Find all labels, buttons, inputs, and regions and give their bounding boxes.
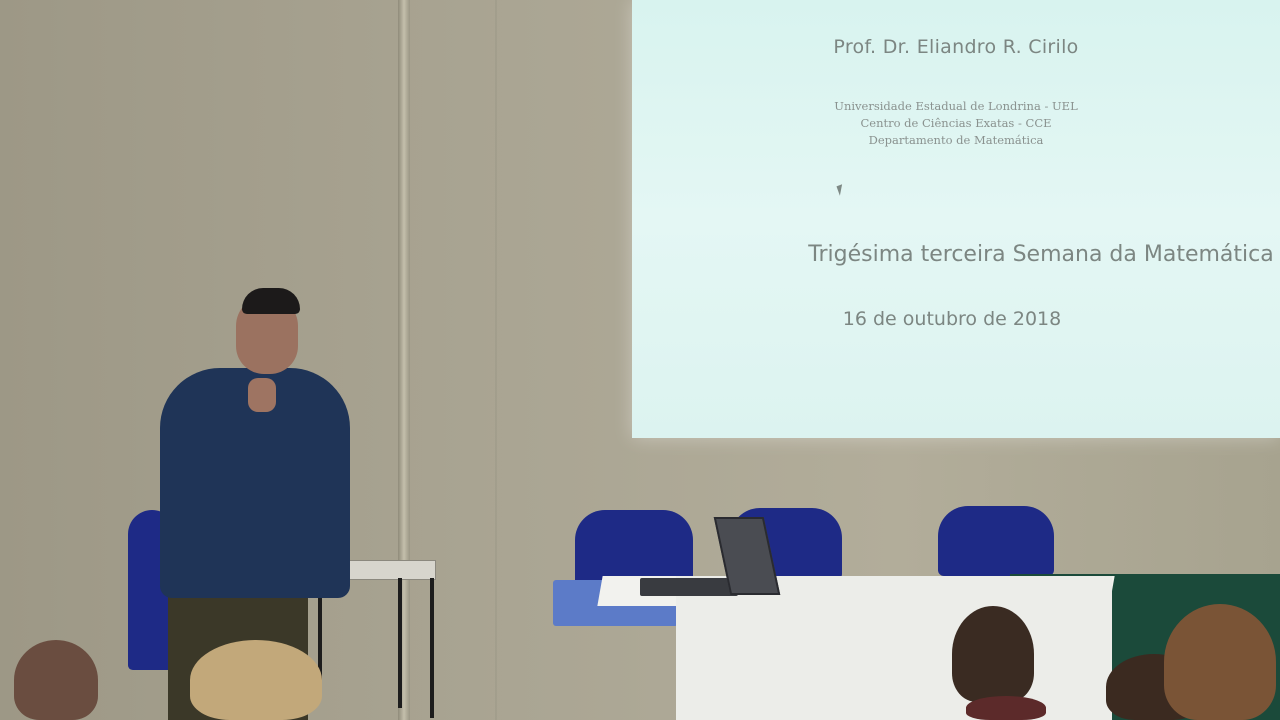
audience-head <box>14 640 98 720</box>
slide-institution <box>632 98 1280 149</box>
wall-seam <box>495 0 497 720</box>
audience-head <box>190 640 322 720</box>
institution-line: Centro de Ciências Exatas - CCE <box>860 116 1052 130</box>
slide-date: 16 de outubro de 2018 <box>842 308 1062 330</box>
audience-head <box>1164 604 1276 720</box>
presenter-hair <box>242 288 300 314</box>
slide-event-title: Trigésima terceira Semana da Matemática <box>808 242 1274 267</box>
table-leg <box>398 578 402 708</box>
table-leg <box>430 578 434 718</box>
white-desk <box>676 576 1112 720</box>
projection-screen <box>632 0 1280 438</box>
audience-head <box>952 606 1034 702</box>
institution-line: Universidade Estadual de Londrina - UEL <box>834 99 1078 113</box>
mouse-cursor-icon <box>836 184 845 195</box>
chair <box>938 506 1054 576</box>
presenter-hand <box>248 378 276 412</box>
institution-line: Departamento de Matemática <box>868 133 1044 147</box>
audience-body <box>966 696 1046 720</box>
slide-author: Prof. Dr. Eliandro R. Cirilo <box>833 36 1079 58</box>
laptop-base <box>640 578 738 596</box>
